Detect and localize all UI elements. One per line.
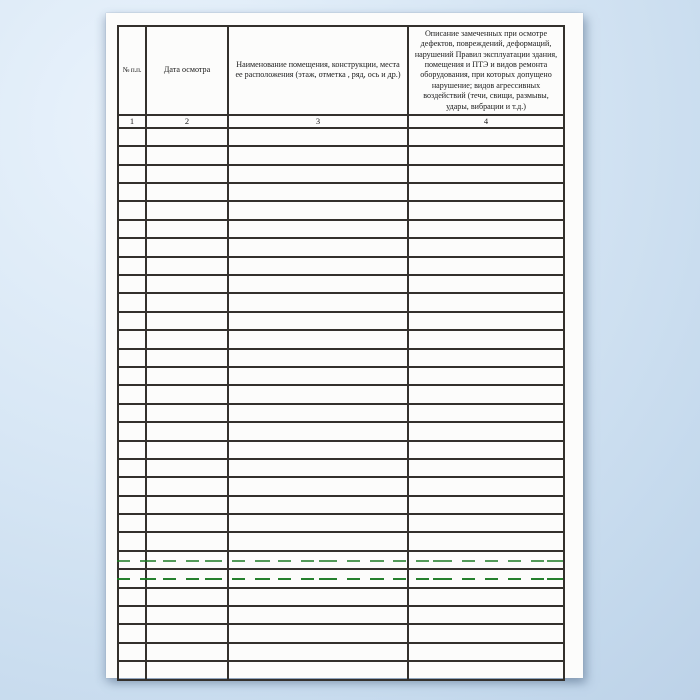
column-number-cell-col4: 4 xyxy=(408,115,564,128)
table-cell xyxy=(146,330,228,348)
header-row xyxy=(118,26,564,115)
table-row xyxy=(118,624,564,642)
table-cell xyxy=(146,661,228,679)
table-cell xyxy=(118,404,146,422)
table-cell xyxy=(118,293,146,311)
table-cell xyxy=(118,606,146,624)
header-cell-col3: Наименование помещения, конструкции, места ее расположения (этаж, отметка , ряд, ось и др.) xyxy=(228,26,408,115)
table-cell xyxy=(408,606,564,624)
table-cell xyxy=(408,588,564,606)
table-row xyxy=(118,257,564,275)
header-cell-col2: Дата осмотра xyxy=(146,26,228,115)
table-row xyxy=(118,128,564,146)
table-cell xyxy=(146,606,228,624)
table-cell xyxy=(146,514,228,532)
table-row xyxy=(118,367,564,385)
table-cell xyxy=(146,312,228,330)
table-cell xyxy=(118,220,146,238)
table-cell xyxy=(146,477,228,495)
table-cell xyxy=(146,643,228,661)
table-cell xyxy=(118,551,146,569)
table-cell xyxy=(118,459,146,477)
table-cell xyxy=(146,422,228,440)
table-cell xyxy=(228,422,408,440)
table-cell xyxy=(228,312,408,330)
table-row xyxy=(118,201,564,219)
table-cell xyxy=(408,661,564,679)
table-cell xyxy=(408,477,564,495)
table-cell xyxy=(228,128,408,146)
table-row xyxy=(118,532,564,550)
table-cell xyxy=(118,128,146,146)
table-cell xyxy=(408,293,564,311)
table-cell xyxy=(228,293,408,311)
table-cell xyxy=(118,275,146,293)
table-cell xyxy=(146,459,228,477)
table-cell xyxy=(408,624,564,642)
table-cell xyxy=(118,643,146,661)
table-cell xyxy=(118,238,146,256)
table-cell xyxy=(228,606,408,624)
table-cell xyxy=(228,643,408,661)
table-cell xyxy=(228,367,408,385)
table-cell xyxy=(146,624,228,642)
table-cell xyxy=(408,238,564,256)
table-cell xyxy=(118,514,146,532)
table-cell xyxy=(408,385,564,403)
table-row xyxy=(118,551,564,569)
table-cell xyxy=(118,569,146,587)
table-cell xyxy=(146,441,228,459)
table-row xyxy=(118,496,564,514)
inspection-journal-table xyxy=(117,25,565,681)
table-cell xyxy=(228,569,408,587)
table-cell xyxy=(146,367,228,385)
table-cell xyxy=(408,643,564,661)
table-row xyxy=(118,514,564,532)
table-row xyxy=(118,165,564,183)
table-cell xyxy=(408,367,564,385)
table-cell xyxy=(228,551,408,569)
table-row xyxy=(118,312,564,330)
table-cell xyxy=(228,275,408,293)
table-cell xyxy=(228,661,408,679)
table-cell xyxy=(118,349,146,367)
table-cell xyxy=(118,385,146,403)
table-cell xyxy=(228,477,408,495)
table-cell xyxy=(146,183,228,201)
table-cell xyxy=(118,257,146,275)
table-cell xyxy=(118,661,146,679)
table-row xyxy=(118,330,564,348)
table-cell xyxy=(118,312,146,330)
column-number-cell-col3: 3 xyxy=(228,115,408,128)
table-cell xyxy=(408,349,564,367)
table-cell xyxy=(408,128,564,146)
table-cell xyxy=(118,477,146,495)
table-cell xyxy=(408,146,564,164)
table-cell xyxy=(118,588,146,606)
table-cell xyxy=(408,257,564,275)
table-row xyxy=(118,220,564,238)
table-cell xyxy=(146,275,228,293)
table-row xyxy=(118,477,564,495)
table-cell xyxy=(228,238,408,256)
table-cell xyxy=(228,385,408,403)
header-cell-col1: № п.п. xyxy=(118,26,146,115)
header-cell-col4: Описание замеченных при осмотре дефектов, повреждений, деформаций, нарушений Правил эксплуатации здания, помещения и ПТЭ и видов ремонта оборудования, при которых допущено нарушение; видов агрессивных воздействий (течи, свищи, размывы, удары, вибрации и т.д.) xyxy=(408,26,564,115)
table-cell xyxy=(228,220,408,238)
table-cell xyxy=(228,257,408,275)
table-cell xyxy=(118,532,146,550)
table-cell xyxy=(408,459,564,477)
table-row xyxy=(118,293,564,311)
table-cell xyxy=(228,349,408,367)
table-cell xyxy=(228,459,408,477)
table-cell xyxy=(146,551,228,569)
table-cell xyxy=(228,588,408,606)
table-cell xyxy=(146,165,228,183)
table-cell xyxy=(408,275,564,293)
table-cell xyxy=(146,569,228,587)
table-cell xyxy=(408,514,564,532)
table-cell xyxy=(228,201,408,219)
table-cell xyxy=(228,496,408,514)
table-cell xyxy=(408,220,564,238)
table-row xyxy=(118,385,564,403)
table-cell xyxy=(146,201,228,219)
table-cell xyxy=(146,128,228,146)
table-cell xyxy=(228,624,408,642)
table-row xyxy=(118,643,564,661)
table-cell xyxy=(228,441,408,459)
table-cell xyxy=(408,422,564,440)
table-row xyxy=(118,606,564,624)
table-row xyxy=(118,404,564,422)
column-number-cell-col1: 1 xyxy=(118,115,146,128)
table-cell xyxy=(228,514,408,532)
table-cell xyxy=(408,551,564,569)
table-row xyxy=(118,441,564,459)
table-row xyxy=(118,238,564,256)
table-cell xyxy=(228,165,408,183)
table-cell xyxy=(118,624,146,642)
table-cell xyxy=(408,183,564,201)
table-cell xyxy=(408,312,564,330)
table-cell xyxy=(408,569,564,587)
table-cell xyxy=(118,422,146,440)
table-cell xyxy=(146,385,228,403)
table-cell xyxy=(118,441,146,459)
table-body xyxy=(118,128,564,680)
table-cell xyxy=(146,293,228,311)
table-cell xyxy=(228,404,408,422)
table-cell xyxy=(408,441,564,459)
table-cell xyxy=(146,146,228,164)
table-cell xyxy=(228,532,408,550)
table-cell xyxy=(146,496,228,514)
table-row xyxy=(118,146,564,164)
table-cell xyxy=(228,330,408,348)
table-cell xyxy=(146,220,228,238)
table-row xyxy=(118,349,564,367)
table-cell xyxy=(118,146,146,164)
table-cell xyxy=(408,201,564,219)
table-cell xyxy=(146,404,228,422)
table-cell xyxy=(146,257,228,275)
table-row xyxy=(118,588,564,606)
column-number-row xyxy=(118,115,564,128)
table-row xyxy=(118,661,564,679)
table-cell xyxy=(118,367,146,385)
table-cell xyxy=(408,404,564,422)
table-row xyxy=(118,183,564,201)
table-row xyxy=(118,459,564,477)
table-cell xyxy=(118,183,146,201)
table-row xyxy=(118,569,564,587)
table-cell xyxy=(118,496,146,514)
table-cell xyxy=(146,349,228,367)
table-row xyxy=(118,275,564,293)
table-cell xyxy=(118,201,146,219)
document-page xyxy=(106,13,583,678)
table-cell xyxy=(228,183,408,201)
table-cell xyxy=(408,532,564,550)
table-cell xyxy=(408,496,564,514)
table-cell xyxy=(228,146,408,164)
table-cell xyxy=(408,330,564,348)
table-cell xyxy=(146,238,228,256)
table-cell xyxy=(118,165,146,183)
table-cell xyxy=(146,588,228,606)
table-cell xyxy=(118,330,146,348)
column-number-cell-col2: 2 xyxy=(146,115,228,128)
table-cell xyxy=(146,532,228,550)
table-cell xyxy=(408,165,564,183)
table-row xyxy=(118,422,564,440)
